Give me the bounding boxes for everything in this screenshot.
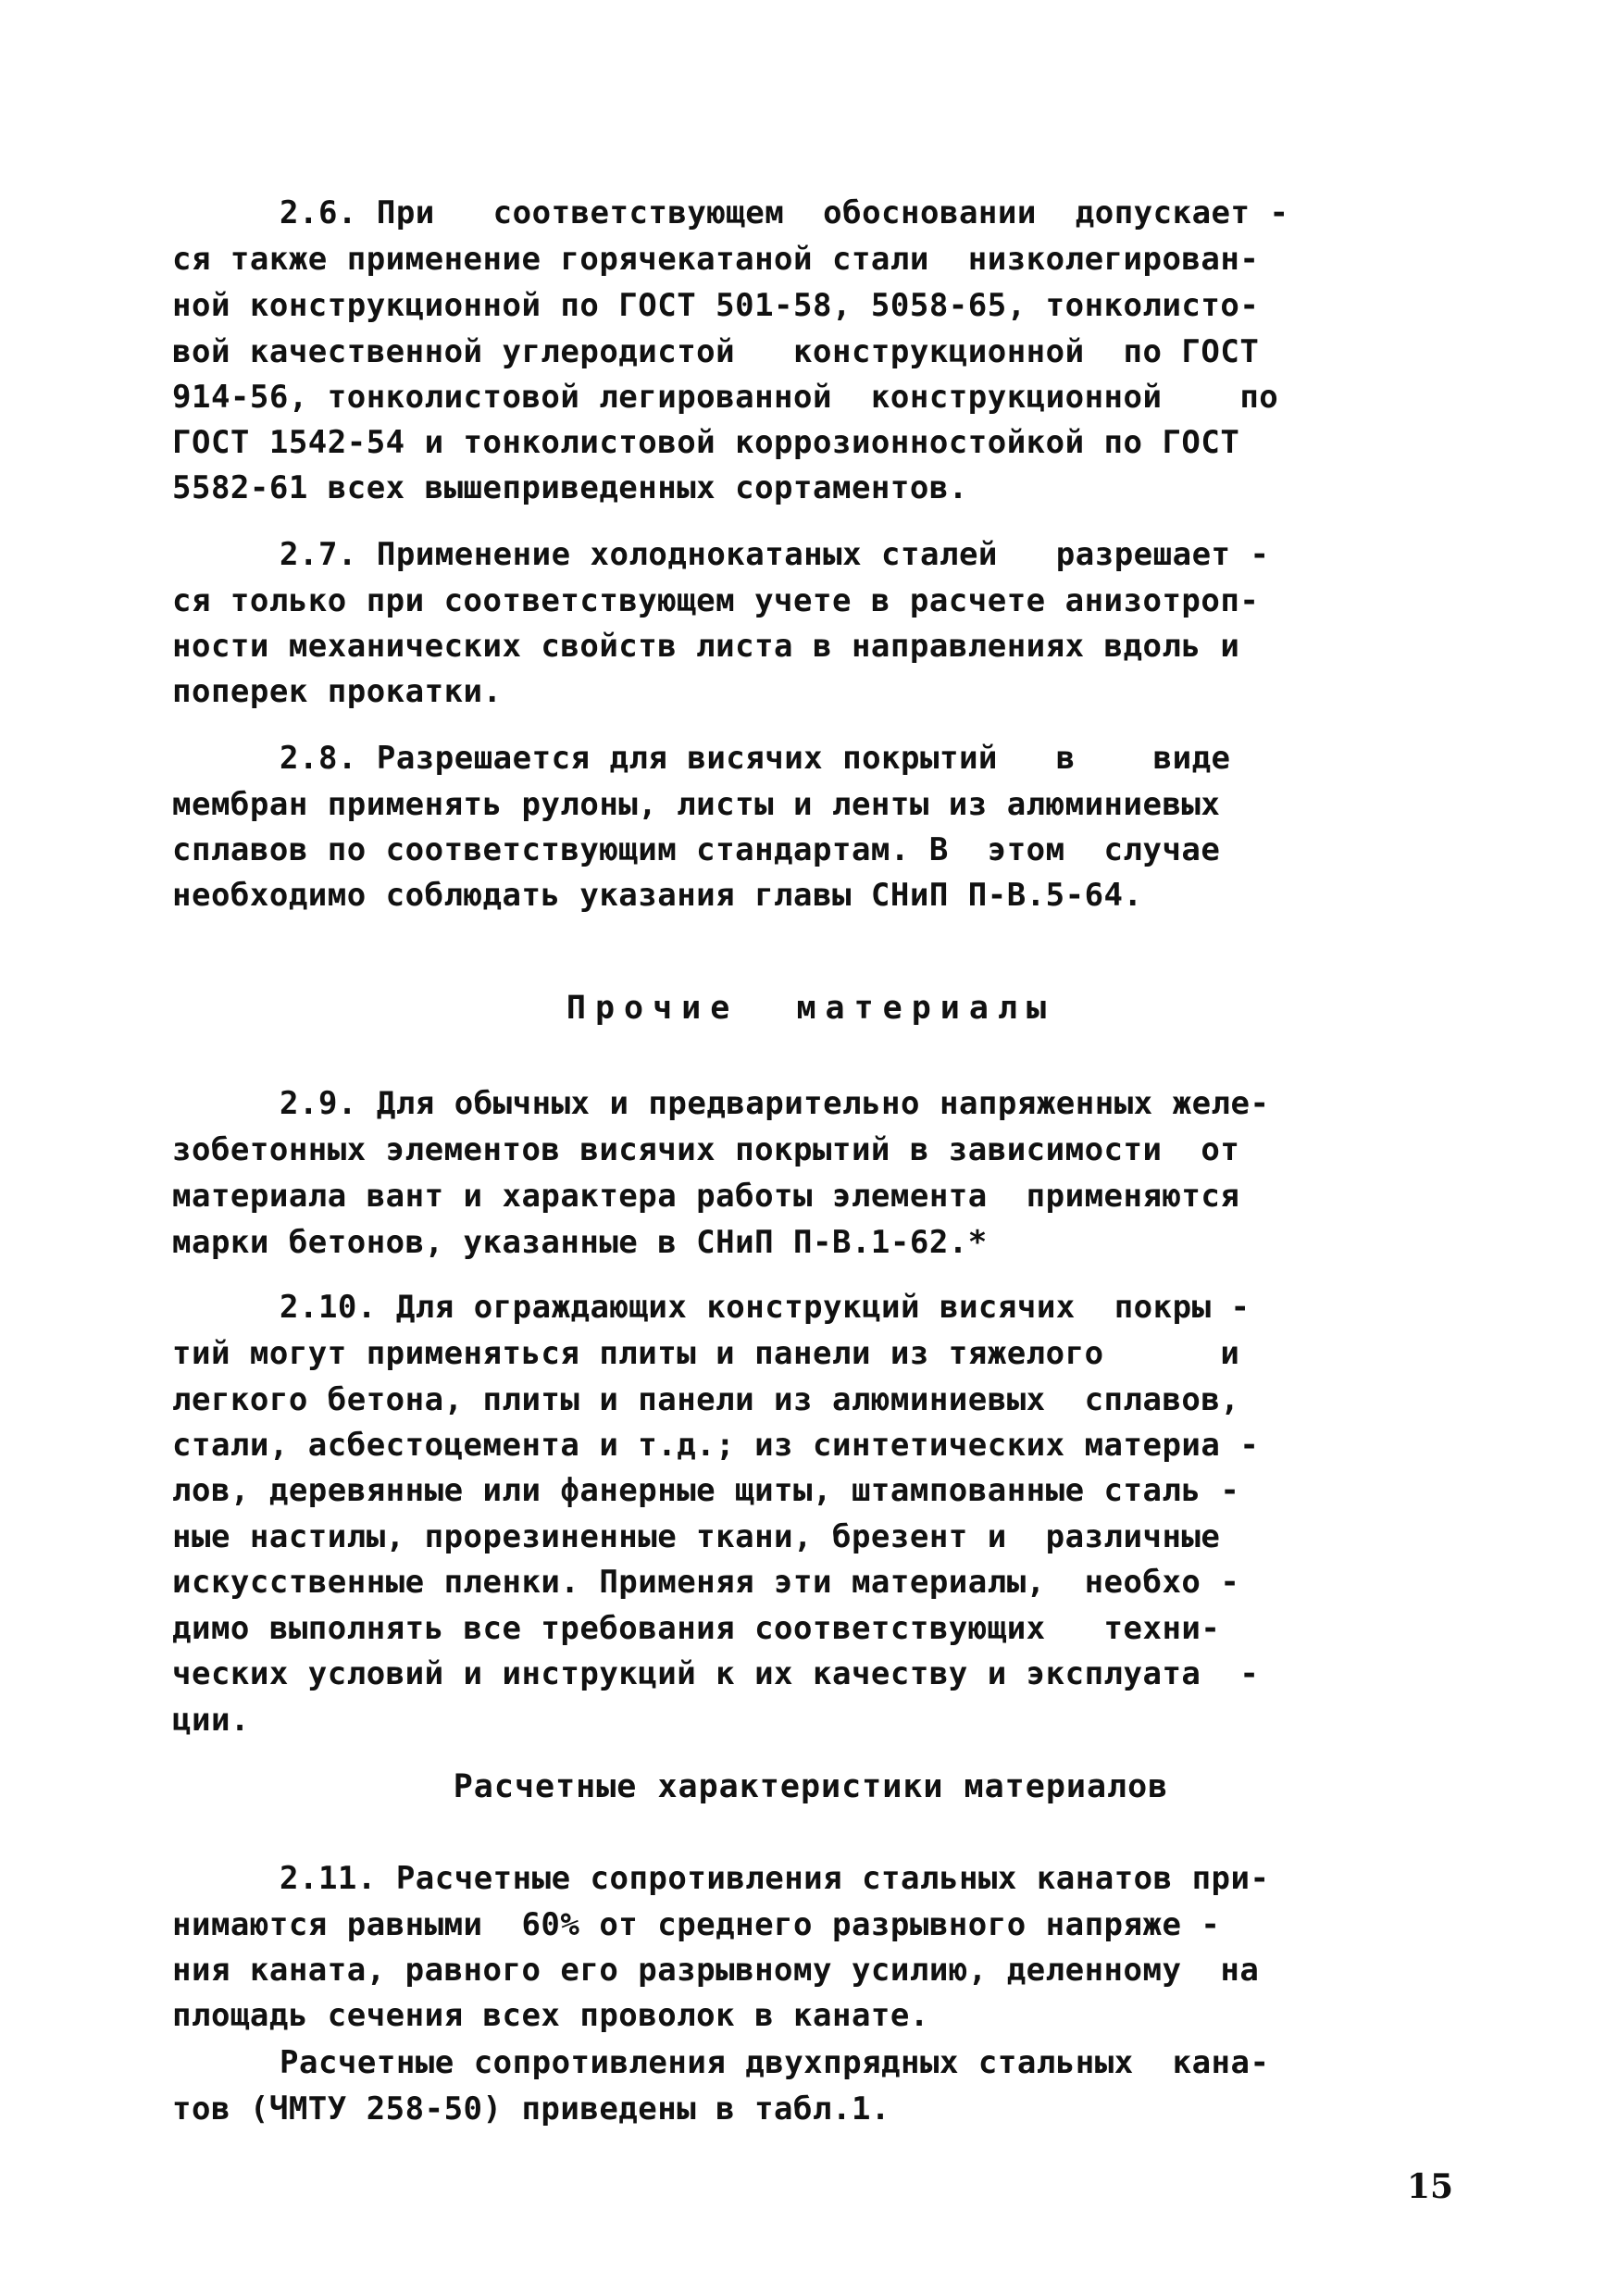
paragraph-2-7-line-1: 2.7. Применение холоднокатаных сталей разрешает - bbox=[280, 536, 1270, 573]
page-number: 15 bbox=[1407, 2167, 1454, 2206]
paragraph-2-8-line-2: мембран применять рулоны, листы и ленты из алюминиевых bbox=[172, 786, 1221, 823]
section-heading-design-characteristics: Расчетные характеристики материалов bbox=[453, 1768, 1169, 1805]
paragraph-2-6-line-2: ся также применение горячекатаной стали низколегирован- bbox=[172, 241, 1260, 278]
paragraph-2-7-line-4: поперек прокатки. bbox=[172, 673, 503, 710]
paragraph-2-9-line-2: зобетонных элементов висячих покрытий в зависимости от bbox=[172, 1131, 1240, 1168]
paragraph-2-10-line-1: 2.10. Для ограждающих конструкций висячих покры - bbox=[280, 1289, 1251, 1326]
paragraph-2-10-line-5: лов, деревянные или фанерные щиты, штампованные сталь - bbox=[172, 1472, 1240, 1509]
paragraph-2-11b-line-1: Расчетные сопротивления двухпрядных стальных кана- bbox=[280, 2044, 1270, 2081]
paragraph-2-8-line-1: 2.8. Разрешается для висячих покрытий в виде bbox=[280, 740, 1231, 777]
section-heading-other-materials: Прочие материалы bbox=[566, 990, 1056, 1027]
paragraph-2-10-line-6: ные настилы, прорезиненные ткани, брезент и различные bbox=[172, 1518, 1221, 1555]
paragraph-2-11-line-2: нимаются равными 60% от среднего разрывного напряже - bbox=[172, 1906, 1221, 1943]
paragraph-2-11-line-4: площадь сечения всех проволок в канате. bbox=[172, 1997, 929, 2034]
paragraph-2-9-line-4: марки бетонов, указанные в СНиП П-В.1-62.* bbox=[172, 1224, 988, 1261]
paragraph-2-9-line-1: 2.9. Для обычных и предварительно напряженных желе- bbox=[280, 1085, 1270, 1122]
paragraph-2-10-line-3: легкого бетона, плиты и панели из алюминиевых сплавов, bbox=[172, 1381, 1240, 1418]
paragraph-2-11-line-1: 2.11. Расчетные сопротивления стальных канатов при- bbox=[280, 1860, 1270, 1897]
paragraph-2-8-line-3: сплавов по соответствующим стандартам. В этом случае bbox=[172, 831, 1221, 868]
paragraph-2-10-line-7: искусственные пленки. Применяя эти материалы, необхо - bbox=[172, 1564, 1240, 1601]
paragraph-2-10-line-10: ции. bbox=[172, 1702, 250, 1739]
paragraph-2-11-line-3: ния каната, равного его разрывному усилию, деленному на bbox=[172, 1952, 1260, 1989]
paragraph-2-6-line-7: 5582-61 всех вышеприведенных сортаментов. bbox=[172, 469, 968, 506]
paragraph-2-6-line-6: ГОСТ 1542-54 и тонколистовой коррозионностойкой по ГОСТ bbox=[172, 424, 1240, 461]
paragraph-2-6-line-4: вой качественной углеродистой конструкционной по ГОСТ bbox=[172, 333, 1260, 370]
paragraph-2-9-line-3: материала вант и характера работы элемента применяются bbox=[172, 1178, 1240, 1215]
paragraph-2-6-line-3: ной конструкционной по ГОСТ 501-58, 5058-65, тонколисто- bbox=[172, 287, 1260, 324]
paragraph-2-10-line-4: стали, асбестоцемента и т.д.; из синтетических материа - bbox=[172, 1427, 1260, 1464]
paragraph-2-7-line-3: ности механических свойств листа в направлениях вдоль и bbox=[172, 628, 1240, 665]
paragraph-2-8-line-4: необходимо соблюдать указания главы СНиП П-В.5-64. bbox=[172, 877, 1143, 914]
paragraph-2-11b-line-2: тов (ЧМТУ 258-50) приведены в табл.1. bbox=[172, 2090, 890, 2128]
paragraph-2-7-line-2: ся только при соответствующем учете в расчете анизотроп- bbox=[172, 582, 1260, 619]
paragraph-2-10-line-8: димо выполнять все требования соответствующих техни- bbox=[172, 1610, 1221, 1647]
paragraph-2-6-line-5: 914-56, тонколистовой легированной конструкционной по bbox=[172, 379, 1279, 416]
paragraph-2-10-line-2: тий могут применяться плиты и панели из тяжелого и bbox=[172, 1335, 1240, 1372]
paragraph-2-6-line-1: 2.6. При соответствующем обосновании допускает - bbox=[280, 194, 1289, 231]
paragraph-2-10-line-9: ческих условий и инструкций к их качеству и эксплуата - bbox=[172, 1655, 1260, 1692]
